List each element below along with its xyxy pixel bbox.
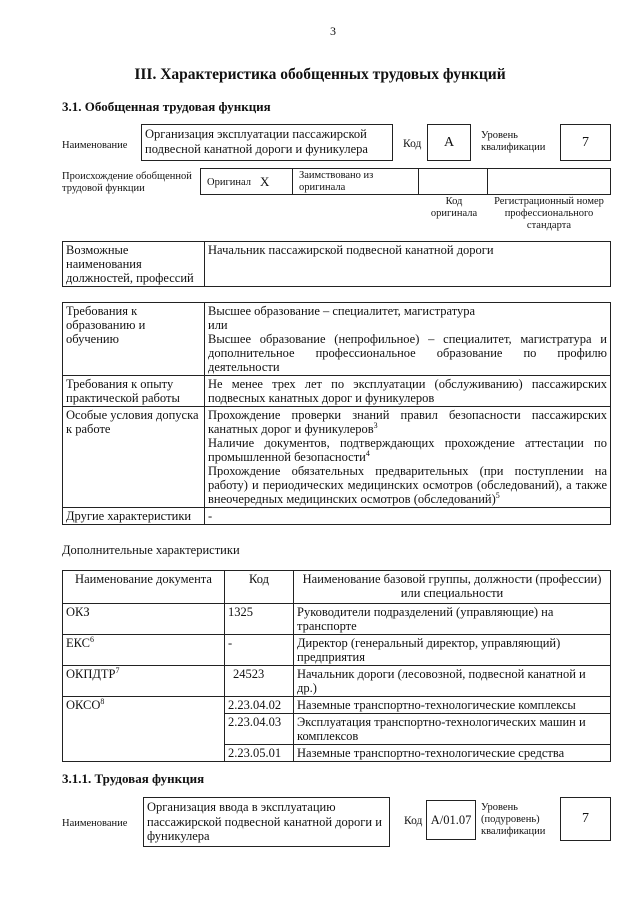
code-original-caption: Код оригинала (430, 196, 478, 219)
code-value-311: A/01.07 (430, 813, 472, 827)
name-cell: Наземные транспортно-технологические комплексы (294, 697, 611, 714)
footnote-ref: 3 (373, 420, 378, 430)
code-cell: 2.23.04.03 (225, 714, 294, 745)
code-cell: 2.23.05.01 (225, 745, 294, 762)
requirement-row-education (63, 303, 611, 376)
code-value: A (443, 135, 455, 150)
code-cell: 24523 (225, 666, 294, 697)
table-row (63, 604, 611, 635)
requirement-row-conditions (63, 407, 611, 508)
doc-cell: ЕКС$^6$ (63, 635, 225, 666)
possible-names-value: Начальник пассажирской подвесной канатной дороги (205, 242, 611, 287)
code-label: Код (403, 138, 422, 150)
code-cell: 2.23.04.02 (225, 697, 294, 714)
header-name: Наименование базовой группы, должности (профессии) или специальности (294, 571, 611, 604)
function-name-field (141, 124, 393, 161)
level-label: Уровень квалификации (481, 130, 546, 153)
classification-header (63, 571, 611, 604)
code-field (427, 124, 471, 161)
original-mark: X (260, 174, 270, 189)
footnote-ref: 5 (495, 490, 500, 500)
labor-function-name-field (143, 797, 390, 847)
requirement-label: Особые условия допуска к работе (63, 407, 205, 508)
subsection-heading-311: 3.1.1. Трудовая функция (62, 771, 205, 786)
code-cell: 1325 (225, 604, 294, 635)
doc-cell: ОКЗ (63, 604, 225, 635)
name-label-311: Наименование (62, 818, 128, 829)
requirement-label: Другие характеристики (63, 508, 205, 525)
requirement-value: Высшее образование – специалитет, магистратура или Высшее образование (непрофильное) – специалитет, магистратура и дополнительное профессиональное образование по профилю деятельности (205, 303, 611, 376)
code-cell: - (225, 635, 294, 666)
requirement-value: Не менее трех лет по эксплуатации (обслуживанию) пассажирских подвесных канатных дорог и фуникулеров (205, 376, 611, 407)
table-row (63, 697, 611, 714)
code-label-311: Код (404, 815, 423, 827)
labor-function-name-value: Организация ввода в эксплуатацию пассажирской подвесной канатной дороги и фуникулера (147, 800, 382, 843)
requirement-row-other (63, 508, 611, 525)
origin-cell-reg (487, 168, 611, 195)
subsection-heading: 3.1. Обобщенная трудовая функция (62, 99, 271, 114)
name-cell: Директор (генеральный директор, управляющий) предприятия (294, 635, 611, 666)
doc-cell (63, 745, 225, 762)
table-row (63, 714, 611, 745)
origin-cell-borrowed (292, 168, 419, 195)
possible-names-table (62, 241, 611, 287)
requirement-label: Требования к образованию и обучению (63, 303, 205, 376)
header-code: Код (225, 571, 294, 604)
level-label-311: Уровень (подуровень) квалификации (481, 802, 546, 837)
name-cell: Наземные транспортно-технологические средства (294, 745, 611, 762)
doc-cell: ОКПДТР$^7$ (63, 666, 225, 697)
requirement-row-experience (63, 376, 611, 407)
reg-number-caption: Регистрационный номер профессионального стандарта (494, 196, 604, 231)
table-row (63, 745, 611, 762)
name-label: Наименование (62, 140, 128, 151)
requirement-value: Прохождение проверки знаний правил безопасности пассажирских канатных дорог и фуникулеров$^3$ Наличие документов, подтверждающих прохождение аттестации по промышленной безопасности$^4$ Прохождение обязательных предварительных (при поступлении на работу) и периодических медицинских осмотров (обследований), а также внеочередных медицинских осмотров (обследований)$^5$ (205, 407, 611, 508)
origin-cell-original (200, 168, 293, 195)
level-field (560, 124, 611, 161)
doc-cell (63, 714, 225, 745)
function-name-value: Организация эксплуатации пассажирской подвесной канатной дороги и фуникулера (145, 127, 368, 156)
additional-title: Дополнительные характеристики (62, 543, 240, 557)
requirement-value: - (205, 508, 611, 525)
origin-cell-code (418, 168, 488, 195)
name-cell: Начальник дороги (лесовозной, подвесной канатной и др.) (294, 666, 611, 697)
footnote-ref: 4 (365, 448, 370, 458)
page-number: 3 (330, 24, 336, 38)
borrowed-label: Заимствовано из оригинала (299, 170, 374, 193)
level-value: 7 (582, 135, 589, 150)
name-cell: Руководители подразделений (управляющие) на транспорте (294, 604, 611, 635)
requirements-table (62, 302, 611, 525)
section-title: III. Характеристика обобщенных трудовых функций (134, 66, 506, 83)
name-cell: Эксплуатация транспортно-технологических машин и комплексов (294, 714, 611, 745)
table-row (63, 635, 611, 666)
header-document: Наименование документа (63, 571, 225, 604)
level-value-311: 7 (582, 811, 589, 826)
origin-label: Происхождение обобщенной трудовой функции (62, 171, 192, 194)
possible-names-label: Возможные наименования должностей, профессий (63, 242, 205, 287)
level-field-311 (560, 797, 611, 841)
code-field-311 (426, 800, 476, 840)
requirement-label: Требования к опыту практической работы (63, 376, 205, 407)
original-label: Оригинал (207, 177, 251, 188)
classification-table (62, 570, 611, 762)
doc-cell: ОКСО$^8$ (63, 697, 225, 714)
table-row (63, 666, 611, 697)
